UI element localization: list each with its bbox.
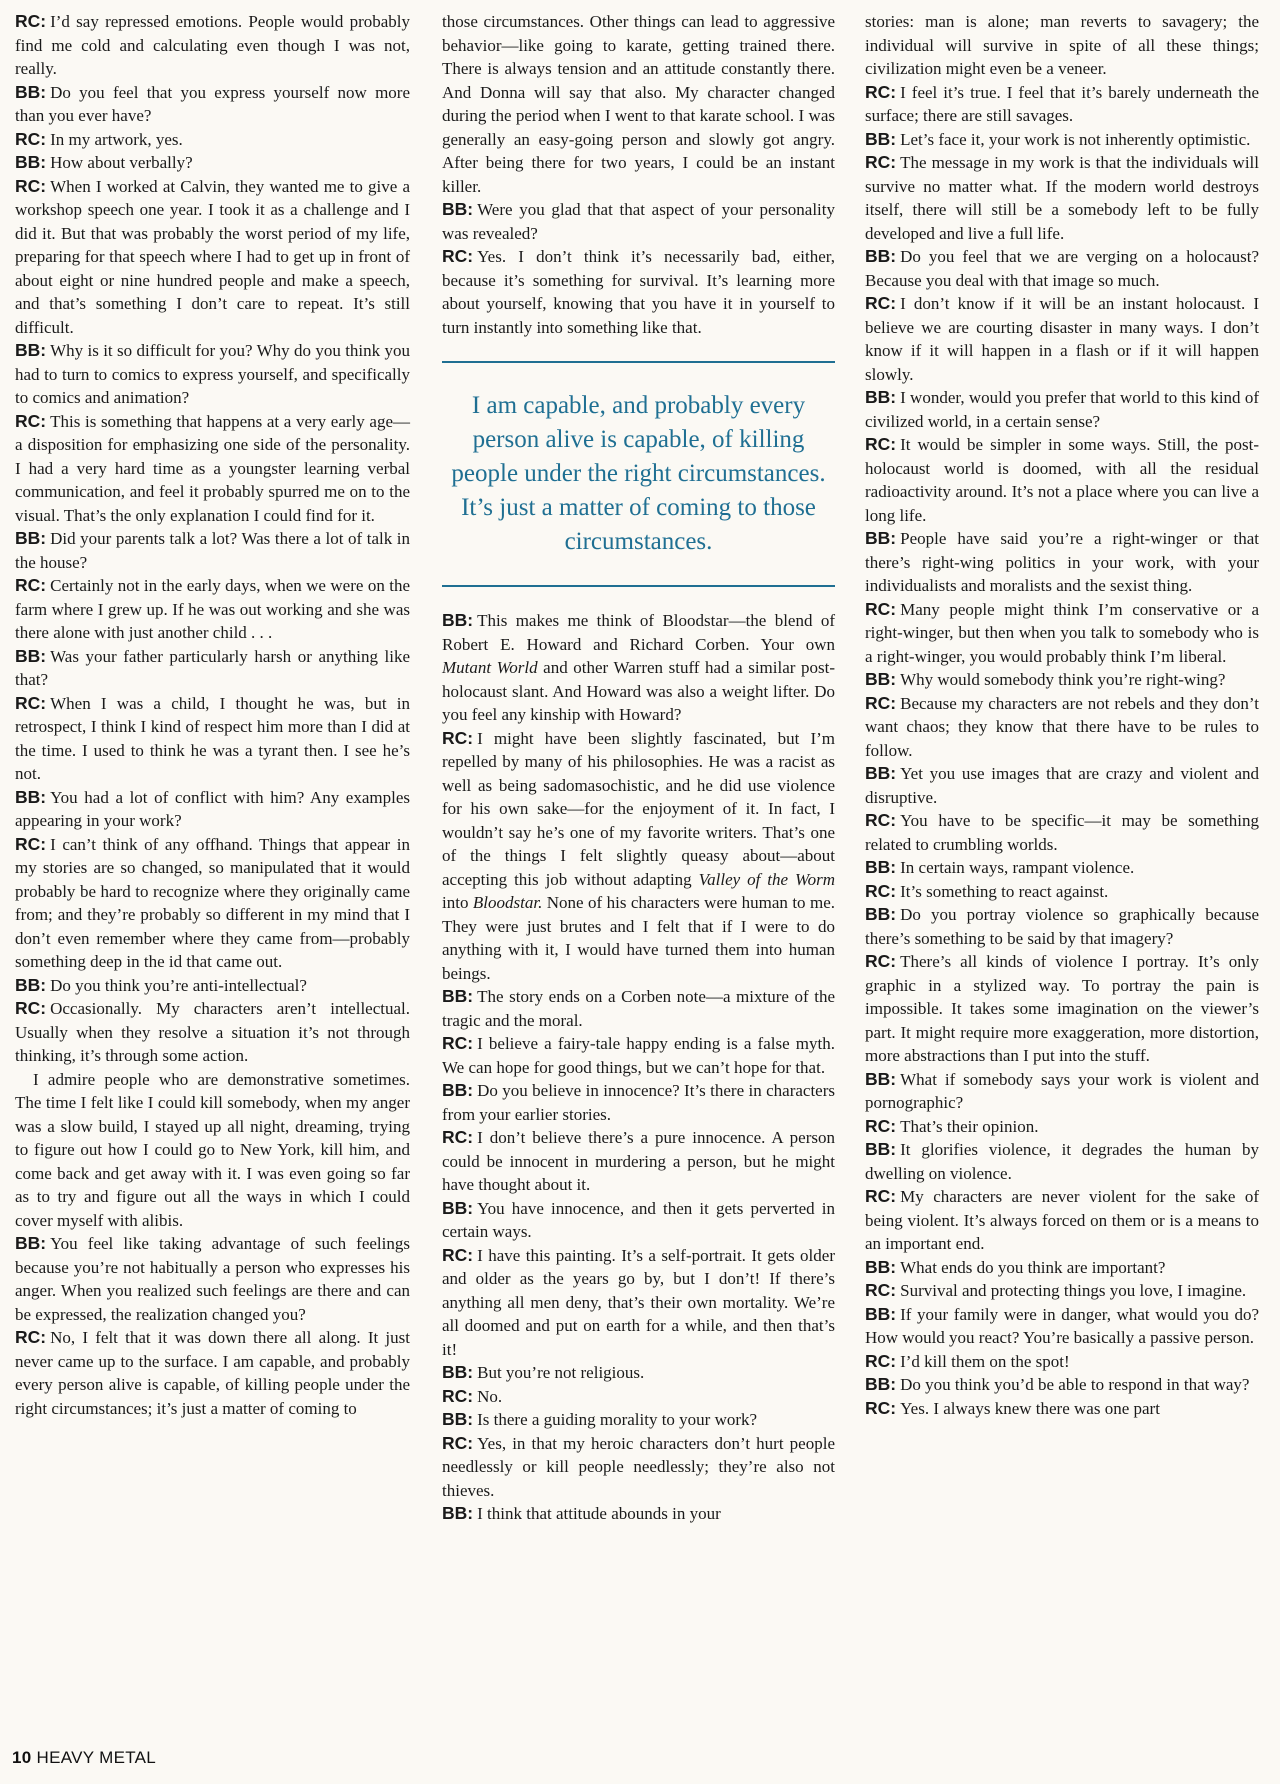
interview-paragraph <box>15 81 410 128</box>
paragraph-text: Do you think you’d be able to respond in that way? <box>900 1375 1250 1394</box>
interview-paragraph <box>442 985 835 1032</box>
paragraph-text: What ends do you think are important? <box>900 1257 1166 1277</box>
interview-paragraph <box>865 433 1259 527</box>
interview-paragraph <box>442 1361 835 1385</box>
paragraph-text: I have this painting. It’s a self-portrait. It gets older and older as the years go by, but I don’t! If there’s anything all men deny, that’s their own mortality. We’re all doomed and put on earth for a while, and then that’s it! <box>442 1245 835 1359</box>
speaker-label: RC: <box>15 998 47 1018</box>
paragraph-text: When I was a child, I thought he was, but in retrospect, I think I kind of respect him more than I did at the time. I used to think he was a tyrant then. I see he’s not. <box>15 693 410 783</box>
interview-paragraph <box>15 410 410 528</box>
speaker-label: BB: <box>15 1233 47 1253</box>
interview-paragraph <box>442 1126 835 1197</box>
column-2 <box>442 10 835 1526</box>
speaker-label: BB: <box>15 974 47 995</box>
interview-paragraph <box>865 668 1259 692</box>
column-3 <box>865 10 1259 1420</box>
speaker-label: BB: <box>865 904 897 924</box>
paragraph-text: I don’t believe there’s a pure innocence. A person could be innocent in murdering a person, but he might have thought about it. <box>442 1128 835 1194</box>
interview-paragraph <box>865 1256 1259 1280</box>
interview-paragraph <box>15 574 410 645</box>
paragraph-text: Yes. I always knew there was one part <box>900 1398 1160 1418</box>
paragraph-text: This is something that happens at a very early age—a disposition for emphasizing one side of the personality. I had a very hard time as a youngster learning verbal communication, and feel it probably spurred me on to the visual. That’s the only explanation I could find for it. <box>15 411 410 525</box>
speaker-label: RC: <box>15 833 47 854</box>
speaker-label: BB: <box>865 128 897 149</box>
interview-paragraph <box>442 1244 835 1362</box>
paragraph-text: There’s all kinds of violence I portray. It’s only graphic in a stylized way. To portray the pain is impossible. It takes some imagination on the viewer’s part. It might require more exaggeration, more distortion, more abstractions than I put into the stuff. <box>865 952 1259 1065</box>
paragraph-text: Do you believe in innocence? It’s there in characters from your earlier stories. <box>442 1081 835 1124</box>
interview-paragraph <box>865 692 1259 763</box>
column-2-bottom <box>442 609 835 1526</box>
page-folio <box>12 1748 156 1768</box>
interview-paragraph <box>442 1032 835 1079</box>
page-number: 10 <box>12 1748 32 1767</box>
paragraph-text: My characters are never violent for the sake of being violent. It’s always forced on them or is a means to an important end. <box>865 1187 1259 1253</box>
speaker-label: BB: <box>15 340 47 360</box>
speaker-label: BB: <box>865 1068 897 1089</box>
speaker-label: RC: <box>15 11 47 31</box>
interview-paragraph <box>15 10 410 81</box>
interview-paragraph <box>865 856 1259 880</box>
interview-paragraph <box>15 151 410 175</box>
paragraph-text: I can’t think of any offhand. Things that appear in my stories are so changed, so manipulated that it would probably be hard to recognize where they originally came from; and they’re probably so different in my mind that I don’t even remember where they came from—probably something deep in the id that came out. <box>15 834 410 971</box>
speaker-label: RC: <box>865 692 897 713</box>
speaker-label: RC: <box>442 727 474 748</box>
interview-paragraph <box>865 1068 1259 1115</box>
paragraph-text: I don’t know if it will be an instant holocaust. I believe we are courting disaster in many ways. I don’t know if it will happen in a flash or if it will happen slowly. <box>865 294 1259 384</box>
interview-paragraph <box>865 292 1259 386</box>
interview-paragraph <box>15 128 410 152</box>
speaker-label: RC: <box>865 293 897 313</box>
interview-paragraph <box>865 1303 1259 1350</box>
speaker-label: BB: <box>865 857 897 877</box>
speaker-label: BB: <box>865 387 897 407</box>
interview-paragraph <box>865 1397 1259 1421</box>
paragraph-text: In certain ways, rampant violence. <box>900 858 1135 877</box>
paragraph-text: When I worked at Calvin, they wanted me to give a workshop speech one year. I took it as a challenge and I did it. But that was probably the worst period of my life, preparing for that speech where I had to get up in front of about eight or nine hundred people and make a speech, and that’s something I don’t care to repeat. It’s still difficult. <box>15 176 410 337</box>
interview-paragraph <box>865 151 1259 245</box>
speaker-label: RC: <box>865 1397 897 1418</box>
interview-paragraph <box>865 1185 1259 1256</box>
paragraph-text: stories: man is alone; man reverts to savagery; the individual will survive in spite of all these things; civilization might even be a veneer. <box>865 12 1259 78</box>
interview-paragraph <box>442 609 835 727</box>
speaker-label: RC: <box>865 152 897 172</box>
paragraph-text: and other Warren stuff had a similar post-holocaust slant. And Howard was also a weight lifter. Do you feel any kinship with Howard? <box>442 658 835 724</box>
speaker-label: RC: <box>865 951 897 971</box>
speaker-label: BB: <box>865 1256 897 1277</box>
paragraph-text: Is there a guiding morality to your work? <box>477 1410 758 1429</box>
paragraph-text: How about verbally? <box>50 153 193 172</box>
paragraph-text: Survival and protecting things you love, I imagine. <box>900 1281 1247 1300</box>
paragraph-text: Many people might think I’m conservative or a right-winger, but then when you talk to somebody who is a right-winger, you would probably think I’m liberal. <box>865 599 1259 666</box>
speaker-label: BB: <box>442 986 474 1006</box>
interview-paragraph <box>865 1373 1259 1397</box>
interview-paragraph <box>865 809 1259 856</box>
paragraph-text: The story ends on a Corben note—a mixture of the tragic and the moral. <box>442 987 835 1030</box>
italic-title: Bloodstar. <box>472 893 543 912</box>
interview-paragraph <box>865 950 1259 1068</box>
paragraph-text: No. <box>477 1386 503 1406</box>
pull-quote-text: I am capable, and probably every person alive is capable, of killing people under the right circumstances. It’s just a matter of coming to those circumstances. <box>451 392 826 555</box>
speaker-label: RC: <box>442 246 474 266</box>
interview-paragraph <box>865 81 1259 128</box>
speaker-label: RC: <box>442 1127 474 1147</box>
speaker-label: BB: <box>865 528 897 548</box>
interview-paragraph <box>442 1385 835 1409</box>
interview-paragraph <box>15 692 410 786</box>
paragraph-text: I’d say repressed emotions. People would probably find me cold and calculating even though I was not, really. <box>15 12 410 78</box>
paragraph-text: I’d kill them on the spot! <box>900 1351 1070 1371</box>
interview-paragraph <box>865 1138 1259 1185</box>
column-2-top <box>442 10 835 339</box>
speaker-label: RC: <box>865 880 897 901</box>
paragraph-text: I believe a fairy-tale happy ending is a false myth. We can hope for good things, but we can’t hope for that. <box>442 1034 835 1077</box>
interview-paragraph <box>442 1432 835 1503</box>
speaker-label: RC: <box>442 1432 474 1453</box>
speaker-label: BB: <box>15 645 47 666</box>
interview-paragraph <box>15 786 410 833</box>
interview-paragraph <box>15 175 410 340</box>
speaker-label: BB: <box>442 1197 474 1218</box>
speaker-label: RC: <box>865 1280 897 1300</box>
speaker-label: BB: <box>442 1080 474 1100</box>
interview-paragraph <box>865 880 1259 904</box>
speaker-label: RC: <box>15 692 47 713</box>
interview-paragraph <box>15 1232 410 1326</box>
speaker-label: RC: <box>15 575 47 595</box>
column-1 <box>15 10 410 1420</box>
speaker-label: RC: <box>15 128 47 149</box>
interview-paragraph <box>15 997 410 1068</box>
paragraph-text: But you’re not religious. <box>477 1363 645 1382</box>
interview-paragraph <box>442 1408 835 1432</box>
paragraph-text: It would be simpler in some ways. Still, the post-holocaust world is doomed, with all the residual radioactivity around. It’s not a place where you can live a long life. <box>865 435 1259 525</box>
paragraph-text: Do you feel that we are verging on a holocaust? Because you deal with that image so much. <box>865 247 1259 290</box>
paragraph-text: Yes. I don’t think it’s necessarily bad, either, because it’s something for survival. It’s learning more about yourself, knowing that you have it in yourself to turn instantly into something like that. <box>442 247 835 337</box>
interview-paragraph <box>865 1350 1259 1374</box>
interview-paragraph <box>15 1068 410 1233</box>
speaker-label: RC: <box>442 1385 474 1406</box>
paragraph-text: I wonder, would you prefer that world to this kind of civilized world, in a certain sense? <box>865 388 1259 431</box>
interview-paragraph <box>865 245 1259 292</box>
interview-paragraph <box>865 1279 1259 1303</box>
paragraph-text: into <box>442 893 473 912</box>
paragraph-text: The message in my work is that the individuals will survive no matter what. If the modern world destroys itself, there will still be a somebody left to be fully developed and live a full life. <box>865 153 1259 243</box>
paragraph-text: Did your parents talk a lot? Was there a lot of talk in the house? <box>15 529 410 572</box>
paragraph-text: Because my characters are not rebels and they don’t want chaos; they know that there have to be rules to follow. <box>865 693 1259 760</box>
speaker-label: RC: <box>865 1186 897 1206</box>
paragraph-text: In my artwork, yes. <box>50 129 183 149</box>
interview-paragraph <box>15 833 410 974</box>
paragraph-text: No, I felt that it was down there all along. It just never came up to the surface. I am capable, and probably every person alive is capable, of killing people under the right circumstances; it’s just a matter of coming to <box>15 1328 410 1418</box>
paragraph-text: I admire people who are demonstrative sometimes. The time I felt like I could kill somebody, when my anger was a slow build, I stayed up all night, dreaming, trying to figure out how I could go to New York, kill him, and come back and get away with it. I was even going so far as to try and figure out all the ways in which I could cover myself with alibis. <box>15 1069 410 1230</box>
paragraph-text: Yet you use images that are crazy and violent and disruptive. <box>865 764 1259 807</box>
interview-paragraph <box>15 339 410 410</box>
interview-paragraph <box>865 527 1259 598</box>
speaker-label: RC: <box>15 175 47 196</box>
interview-paragraph <box>865 10 1259 81</box>
speaker-label: RC: <box>442 1033 474 1053</box>
speaker-label: BB: <box>865 763 897 783</box>
interview-paragraph <box>865 762 1259 809</box>
interview-paragraph <box>442 245 835 339</box>
speaker-label: RC: <box>865 598 897 619</box>
speaker-label: BB: <box>15 152 47 172</box>
speaker-label: BB: <box>442 1409 474 1429</box>
speaker-label: BB: <box>865 1374 897 1394</box>
paragraph-text: If your family were in danger, what would you do? How would you react? You’re basically a passive person. <box>865 1304 1259 1347</box>
speaker-label: RC: <box>865 1115 897 1136</box>
paragraph-text: People have said you’re a right-winger or that there’s right-wing politics in your work, with your individualists and moralists and the sexist thing. <box>865 529 1259 595</box>
interview-paragraph <box>865 386 1259 433</box>
interview-paragraph <box>442 727 835 986</box>
speaker-label: BB: <box>442 610 474 630</box>
italic-title: Valley of the Worm <box>698 869 835 889</box>
paragraph-text: What if somebody says your work is violent and pornographic? <box>865 1069 1259 1112</box>
magazine-name: HEAVY METAL <box>36 1748 157 1767</box>
speaker-label: BB: <box>865 1303 897 1324</box>
speaker-label: RC: <box>15 410 47 431</box>
paragraph-text: You had a lot of conflict with him? Any examples appearing in your work? <box>15 787 410 830</box>
speaker-label: RC: <box>15 1327 47 1347</box>
speaker-label: RC: <box>442 1244 474 1265</box>
speaker-label: BB: <box>442 199 474 219</box>
paragraph-text: Let’s face it, your work is not inherently optimistic. <box>900 129 1251 149</box>
speaker-label: RC: <box>865 434 897 454</box>
speaker-label: BB: <box>865 1139 897 1159</box>
paragraph-text: Why is it so difficult for you? Why do you think you had to turn to comics to express yourself, and specifically to comics and animation? <box>15 341 410 407</box>
interview-paragraph <box>865 598 1259 669</box>
speaker-label: BB: <box>865 246 897 266</box>
interview-paragraph <box>865 903 1259 950</box>
paragraph-text: That’s their opinion. <box>900 1116 1039 1136</box>
interview-paragraph <box>15 974 410 998</box>
paragraph-text: I might have been slightly fascinated, but I’m repelled by many of his philosophies. He was a racist as well as being sadomasochistic, and he did use violence for his own sake—for the enjoyment of it. In fact, I wouldn’t say he’s one of my favorite writers. That’s one of the things I felt slightly queasy about—about accepting this job without adapting <box>442 728 835 889</box>
interview-paragraph <box>442 1502 835 1526</box>
paragraph-text: I feel it’s true. I feel that it’s barely underneath the surface; there are still savages. <box>865 82 1259 125</box>
paragraph-text: This makes me think of Bloodstar—the blend of Robert E. Howard and Richard Corben. Your own <box>442 611 835 654</box>
paragraph-text: Was your father particularly harsh or anything like that? <box>15 646 410 689</box>
speaker-label: RC: <box>865 81 897 102</box>
interview-paragraph <box>442 10 835 198</box>
interview-paragraph <box>442 1197 835 1244</box>
paragraph-text: those circumstances. Other things can lead to aggressive behavior—like going to karate, getting trained there. There is always tension and an attitude constantly there. And Donna will say that also. My character changed during the period when I went to that karate school. I was generally an easy-going person and slowly got angry. After being there for two years, I could be an instant killer. <box>442 12 835 196</box>
speaker-label: BB: <box>442 1362 474 1382</box>
paragraph-text: It glorifies violence, it degrades the human by dwelling on violence. <box>865 1140 1259 1183</box>
interview-paragraph <box>15 527 410 574</box>
speaker-label: BB: <box>15 786 47 807</box>
pull-quote <box>442 361 835 587</box>
interview-paragraph <box>865 1115 1259 1139</box>
paragraph-text: Do you think you’re anti-intellectual? <box>50 975 307 995</box>
interview-paragraph <box>442 1079 835 1126</box>
speaker-label: RC: <box>865 1350 897 1371</box>
speaker-label: BB: <box>15 81 47 102</box>
speaker-label: RC: <box>865 810 897 830</box>
speaker-label: BB: <box>15 528 47 548</box>
italic-title: Mutant World <box>442 658 538 677</box>
paragraph-text: I think that attitude abounds in your <box>477 1504 721 1523</box>
interview-paragraph <box>15 1326 410 1420</box>
interview-paragraph <box>15 645 410 692</box>
paragraph-text: You have innocence, and then it gets perverted in certain ways. <box>442 1198 835 1241</box>
paragraph-text: Do you feel that you express yourself now more than you ever have? <box>15 82 410 125</box>
paragraph-text: It’s something to react against. <box>900 881 1109 901</box>
paragraph-text: You feel like taking advantage of such feelings because you’re not habitually a person who expresses his anger. When you realized such feelings are there and can be expressed, the realization changed you? <box>15 1234 410 1324</box>
interview-paragraph <box>442 198 835 245</box>
paragraph-text: Certainly not in the early days, when we were on the farm where I grew up. If he was out working and she was there alone with just another child . . . <box>15 576 410 642</box>
paragraph-text: None of his characters were human to me. They were just brutes and I felt that if I were to do anything with it, I would have turned them into human beings. <box>442 893 836 983</box>
paragraph-text: You have to be specific—it may be something related to crumbling worlds. <box>865 811 1259 854</box>
interview-paragraph <box>865 128 1259 152</box>
paragraph-text: Occasionally. My characters aren’t intellectual. Usually when they resolve a situation it’s not through thinking, it’s through some action. <box>15 999 410 1065</box>
speaker-label: BB: <box>865 669 897 689</box>
paragraph-text: Yes, in that my heroic characters don’t hurt people needlessly or kill people needlessly; they’re also not thieves. <box>442 1433 835 1500</box>
speaker-label: BB: <box>442 1503 474 1523</box>
paragraph-text: Why would somebody think you’re right-wing? <box>900 670 1226 689</box>
paragraph-text: Do you portray violence so graphically because there’s something to be said by that imagery? <box>865 905 1259 948</box>
paragraph-text: Were you glad that that aspect of your personality was revealed? <box>442 200 835 243</box>
